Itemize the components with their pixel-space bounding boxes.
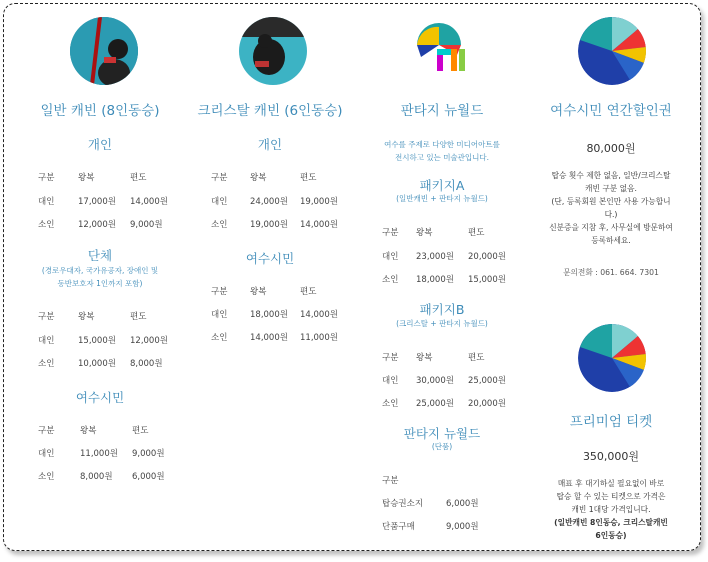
single-ticket-heading: 판타지 뉴월드: [403, 426, 481, 441]
description-line: 전시하고 있는 미술관입니다.: [394, 153, 490, 162]
individual-heading: 개인: [87, 137, 113, 152]
oneway-price: 14,000원: [300, 310, 338, 320]
header-roundtrip: 왕복: [416, 353, 433, 363]
description-line: 탑승 할 수 있는 티켓으로 가격은: [556, 492, 666, 501]
row-label: 소인: [382, 275, 399, 285]
roundtrip-price: 18,000원: [416, 275, 454, 285]
row-label: 단품구매: [382, 522, 415, 532]
package-b-note: (크리스탈 + 판타지 뉴월드): [396, 319, 488, 328]
header-oneway: 편도: [300, 287, 317, 297]
description-line: 등록하세요.: [591, 236, 631, 245]
group-note-line: (경로우대자, 국가유공자, 장애인 및: [41, 266, 159, 275]
header-roundtrip: 왕복: [78, 312, 95, 322]
roundtrip-price: 11,000원: [80, 449, 118, 459]
description-line: 여수를 주제로 다양한 미디어아트를: [384, 140, 500, 149]
ticket-price-panel: [3, 3, 701, 551]
header-oneway: 편도: [468, 353, 485, 363]
roundtrip-price: 14,000원: [250, 333, 288, 343]
annual-pass-pie-icon: [578, 17, 646, 85]
description-line: 캐빈 구분 없음.: [585, 184, 637, 193]
header-oneway: 편도: [132, 426, 149, 436]
annual-pass-description: [526, 169, 696, 247]
roundtrip-price: 15,000원: [78, 336, 116, 346]
contact-phone: 문의전화 : 061. 664. 7301: [563, 268, 659, 277]
oneway-price: 19,000원: [300, 197, 338, 207]
roundtrip-price: 18,000원: [250, 310, 288, 320]
header-roundtrip: 왕복: [80, 426, 97, 436]
individual-heading: 개인: [257, 137, 283, 152]
roundtrip-price: 12,000원: [78, 220, 116, 230]
resident-heading: 여수시민: [75, 390, 125, 405]
header-category: 구분: [38, 173, 55, 183]
general-cabin-photo-icon: [70, 17, 138, 85]
description-line: (단, 등록회원 본인만 사용 가능합니: [551, 197, 671, 206]
header-roundtrip: 왕복: [250, 173, 267, 183]
description-line-bold: 6인동승): [595, 531, 627, 540]
fantasy-world-column: [356, 4, 528, 550]
group-note-line: 동반보호자 1인까지 포함): [57, 279, 143, 288]
header-oneway: 편도: [468, 228, 485, 238]
resident-heading: 여수시민: [245, 251, 295, 266]
row-label: 소인: [211, 333, 228, 343]
header-oneway: 편도: [300, 173, 317, 183]
package-a-heading: 패키지A: [419, 178, 465, 193]
header-roundtrip: 왕복: [250, 287, 267, 297]
description-line: 다.): [604, 210, 618, 219]
annual-pass-price: 80,000원: [586, 142, 636, 155]
row-label: 대인: [211, 310, 228, 320]
roundtrip-price: 23,000원: [416, 252, 454, 262]
oneway-price: 6,000원: [132, 472, 165, 482]
header-category: 구분: [382, 228, 399, 238]
oneway-price: 25,000원: [468, 376, 506, 386]
row-label: 소인: [38, 472, 55, 482]
header-roundtrip: 왕복: [416, 228, 433, 238]
roundtrip-price: 19,000원: [250, 220, 288, 230]
row-label: 소인: [38, 220, 55, 230]
header-category: 구분: [211, 173, 228, 183]
oneway-price: 9,000원: [132, 449, 165, 459]
row-label: 대인: [211, 197, 228, 207]
description-line: 신분증을 지참 후, 사무실에 방문하여: [549, 223, 673, 232]
roundtrip-price: 8,000원: [80, 472, 113, 482]
fantasy-world-title: 판타지 뉴월드: [400, 103, 484, 119]
annual-premium-column: [526, 4, 696, 550]
single-ticket-note: (단품): [431, 442, 453, 451]
premium-ticket-price: 350,000원: [582, 450, 640, 463]
package-b-heading: 패키지B: [419, 302, 465, 317]
roundtrip-price: 25,000원: [416, 399, 454, 409]
description-line-bold: (일반캐빈 8인동승, 크리스탈캐빈: [554, 518, 668, 527]
row-label: 소인: [382, 399, 399, 409]
roundtrip-price: 10,000원: [78, 359, 116, 369]
oneway-price: 14,000원: [300, 220, 338, 230]
general-cabin-title: 일반 캐빈 (8인동승): [40, 103, 160, 119]
row-label: 대인: [382, 376, 399, 386]
header-category: 구분: [38, 312, 55, 322]
header-oneway: 편도: [130, 173, 147, 183]
row-label: 대인: [38, 197, 55, 207]
roundtrip-price: 24,000원: [250, 197, 288, 207]
header-category: 구분: [382, 353, 399, 363]
crystal-cabin-column: [184, 4, 356, 550]
row-label: 탑승권소지: [382, 499, 424, 509]
row-label: 대인: [38, 449, 55, 459]
oneway-price: 15,000원: [468, 275, 506, 285]
row-label: 대인: [382, 252, 399, 262]
header-category: 구분: [38, 426, 55, 436]
premium-pie-icon: [578, 324, 646, 392]
header-roundtrip: 왕복: [78, 173, 95, 183]
header-oneway: 편도: [130, 312, 147, 322]
annual-pass-title: 여수시민 연간할인권: [550, 103, 672, 119]
premium-ticket-description: [526, 477, 696, 542]
group-note: [12, 264, 188, 290]
package-a-note: (일반캐빈 + 판타지 뉴월드): [396, 194, 488, 203]
oneway-price: 8,000원: [130, 359, 163, 369]
row-label: 소인: [38, 359, 55, 369]
description-line: 매표 후 대기하실 필요없이 바로: [557, 479, 665, 488]
crystal-cabin-title: 크리스탈 캐빈 (6인동승): [197, 103, 343, 119]
oneway-price: 14,000원: [130, 197, 168, 207]
header-category: 구분: [211, 287, 228, 297]
oneway-price: 20,000원: [468, 252, 506, 262]
fantasy-world-description: [356, 138, 528, 164]
oneway-price: 20,000원: [468, 399, 506, 409]
group-heading: 단체: [87, 248, 113, 263]
header-category: 구분: [382, 476, 399, 486]
single-price: 9,000원: [446, 522, 479, 532]
description-line: 탑승 횟수 제한 없음, 일반/크리스탈: [551, 171, 671, 180]
oneway-price: 11,000원: [300, 333, 338, 343]
fantasy-world-logo-icon: [411, 17, 475, 81]
single-price: 6,000원: [446, 499, 479, 509]
row-label: 소인: [211, 220, 228, 230]
roundtrip-price: 17,000원: [78, 197, 116, 207]
roundtrip-price: 30,000원: [416, 376, 454, 386]
oneway-price: 12,000원: [130, 336, 168, 346]
row-label: 대인: [38, 336, 55, 346]
crystal-cabin-photo-icon: [239, 17, 307, 85]
oneway-price: 9,000원: [130, 220, 163, 230]
general-cabin-column: [12, 4, 188, 550]
premium-ticket-title: 프리미엄 티켓: [569, 414, 653, 430]
description-line: 캐빈 1대당 가격입니다.: [571, 505, 651, 514]
